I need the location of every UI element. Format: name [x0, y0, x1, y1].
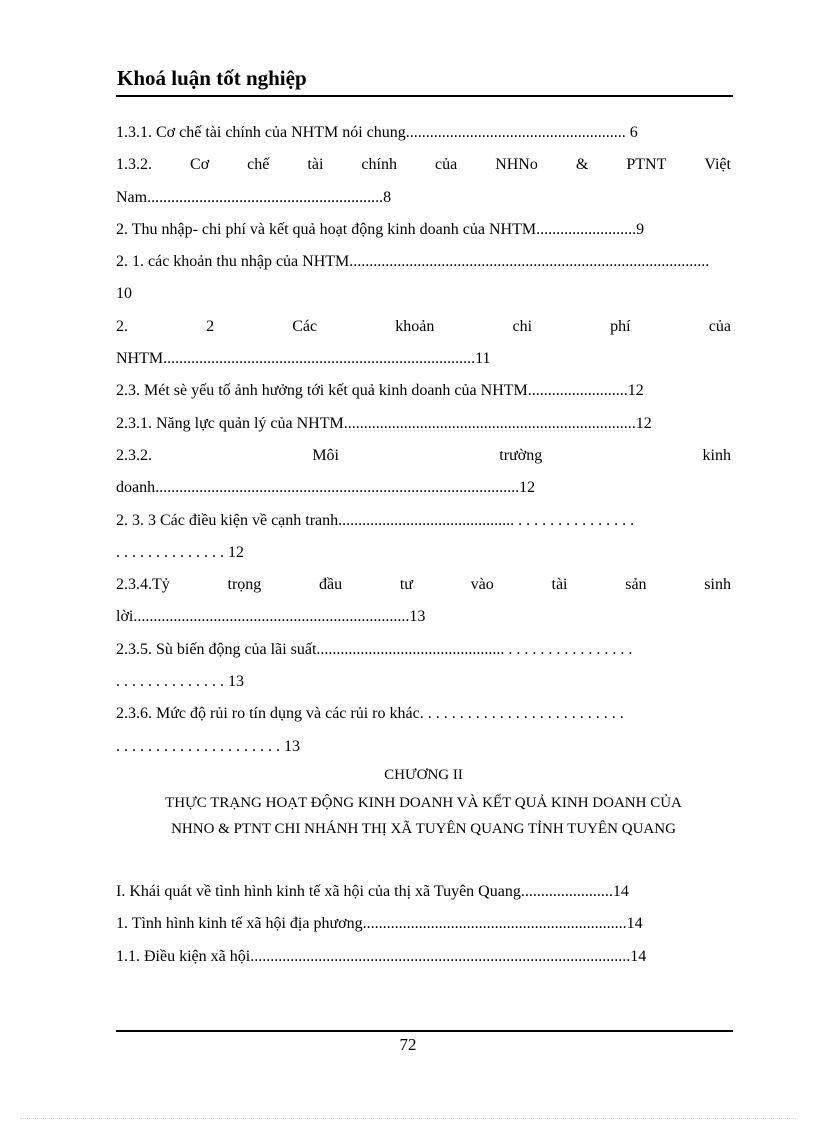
toc-word: Các	[292, 317, 318, 335]
toc-line-justified	[116, 149, 731, 181]
toc-word: chính	[361, 156, 397, 174]
toc-line: . . . . . . . . . . . . . . 13	[116, 673, 244, 691]
toc-word: khoản	[395, 317, 435, 335]
toc-word: PTNT	[626, 156, 667, 174]
toc-line: I. Khái quát về tình hình kinh tế xã hội của thị xã Tuyên Quang.......................14	[116, 883, 629, 900]
toc-line: 1.1. Điều kiện xã hội...............................................................................................14	[116, 947, 647, 965]
toc-word: sản	[625, 576, 647, 594]
toc-line: 2. 1. các khoản thu nhập của NHTM..........................................................................................	[116, 253, 710, 271]
toc-line: . . . . . . . . . . . . . . 12	[116, 543, 244, 561]
header-rule	[116, 95, 733, 97]
toc-word: chi	[512, 317, 533, 335]
chapter-title-line-2: NHNO & PTNT CHI NHÁNH THỊ XÃ TUYÊN QUANG TỈNH TUYÊN QUANG	[171, 821, 676, 837]
toc-word: 1.3.2.	[116, 156, 152, 174]
toc-word: 2.3.4.Tỷ	[116, 576, 170, 594]
toc-line: 2.3. Mét sè yếu tố ảnh hưởng tới kết quả kinh doanh của NHTM.........................12	[116, 382, 644, 400]
toc-word: chế	[247, 156, 270, 174]
table-of-contents-continued	[116, 876, 731, 973]
toc-line: 1. Tình hình kinh tế xã hội địa phương..................................................................14	[116, 915, 643, 933]
toc-word: kinh	[702, 446, 731, 464]
toc-word: của	[434, 156, 458, 174]
toc-word: tài	[551, 576, 568, 594]
table-of-contents	[116, 117, 731, 763]
toc-word: phí	[610, 317, 631, 335]
toc-word: của	[708, 317, 731, 335]
toc-word: tài	[307, 156, 324, 174]
toc-line: . . . . . . . . . . . . . . . . . . . . . 13	[116, 737, 300, 755]
toc-word: sinh	[704, 576, 731, 594]
toc-word: NHNo	[495, 156, 538, 174]
toc-word: 2.	[116, 317, 128, 335]
toc-word: đầu	[319, 576, 343, 594]
toc-line: Nam...........................................................8	[116, 188, 392, 206]
toc-word: 2	[206, 317, 215, 335]
toc-word: trường	[499, 446, 543, 464]
chapter-title-line-1: THỰC TRẠNG HOẠT ĐỘNG KINH DOANH VÀ KẾT QUẢ KINH DOANH CỦA	[165, 795, 682, 811]
toc-word: Việt	[704, 156, 731, 174]
toc-word: &	[575, 156, 589, 174]
toc-line: doanh...........................................................................................12	[116, 479, 536, 497]
toc-line: 2. 3. 3 Các điều kiện về cạnh tranh............................................ . . . . . . . . . . . . . . .	[116, 511, 635, 529]
toc-word: Cơ	[190, 156, 210, 174]
toc-word: tư	[399, 576, 413, 594]
toc-line-justified	[116, 311, 731, 343]
toc-word: Môi	[312, 446, 339, 464]
toc-line: 2.3.5. Sù biến động của lãi suất............................................... . . . . . . . . . . . . . . . .	[116, 640, 633, 658]
toc-line: 2.3.1. Năng lực quản lý của NHTM.........................................................................12	[116, 414, 652, 432]
toc-line-justified	[116, 569, 731, 601]
page-edge-dotted-line	[20, 1118, 796, 1119]
footer-rule	[116, 1030, 733, 1032]
toc-line: 1.3.1. Cơ chế tài chính của NHTM nói chung....................................................... 6	[116, 124, 638, 141]
toc-line: 2.3.6. Mức độ rủi ro tín dụng và các rủi ro khác. . . . . . . . . . . . . . . . . . . . . . . . . .	[116, 705, 624, 723]
toc-line: 2. Thu nhập- chi phí và kết quả hoạt động kinh doanh của NHTM.........................9	[116, 220, 645, 238]
toc-line-justified	[116, 440, 731, 472]
toc-word: trọng	[227, 576, 262, 594]
page-number: 72	[399, 1035, 417, 1054]
toc-line: lời.....................................................................13	[116, 608, 426, 626]
chapter-label: CHƯƠNG II	[384, 767, 463, 783]
toc-line: NHTM..............................................................................11	[116, 350, 491, 368]
toc-line: 10	[116, 285, 132, 303]
header-title: Khoá luận tốt nghiệp	[117, 66, 307, 90]
toc-word: vào	[470, 576, 494, 594]
toc-word: 2.3.2.	[116, 446, 152, 464]
